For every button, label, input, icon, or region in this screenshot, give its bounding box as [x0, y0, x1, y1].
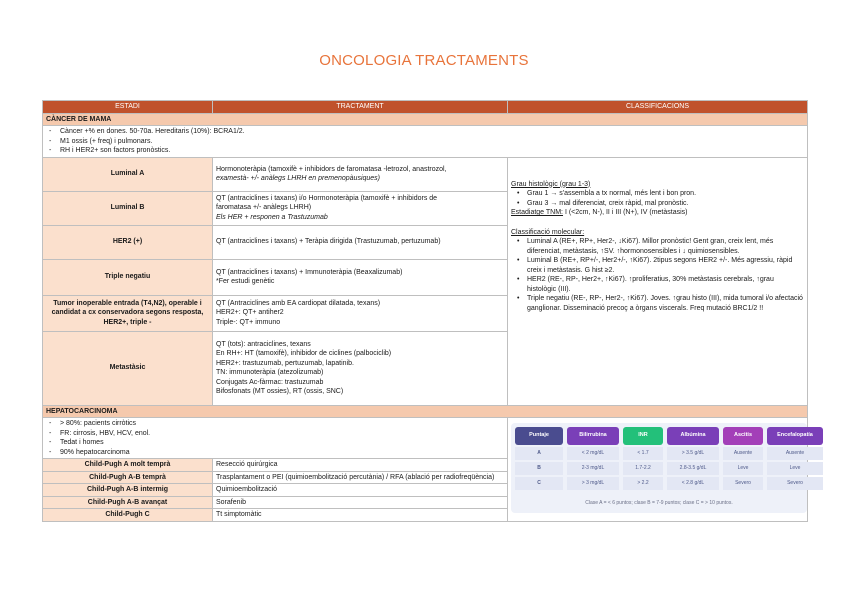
list-item: • Grau 3 → mal diferenciat, creix ràpid, mal pronòstic. [511, 199, 804, 209]
section-row-mama [43, 113, 808, 126]
child-pugh-cell-value: Ausente [767, 447, 823, 460]
estadi-cell: Child-Pugh A-B intermig [43, 484, 213, 497]
tractament-cell: Quimioembolització [213, 484, 508, 497]
list-item: - > 80%: pacients cirròtics [46, 419, 504, 429]
header-tractament: TRACTAMENT [213, 101, 508, 114]
child-pugh-cell-value: 1.7-2.2 [623, 462, 663, 475]
table-row [43, 157, 808, 191]
estadi-cell: Metastàsic [43, 331, 213, 405]
tract-line: Hormonoteràpia (tamoxifè + inhibidors de faromatasa -letrozol, anastrozol, [216, 165, 447, 173]
estadi-cell: Child-Pugh A-B temprà [43, 471, 213, 484]
child-pugh-cell-value: Leve [767, 462, 823, 475]
treatments-table-wrapper [42, 100, 813, 522]
tract-line: HER2+: trastuzumab, pertuzumab, lapatinib. [216, 359, 354, 367]
child-pugh-cell-value: < 1.7 [623, 447, 663, 460]
estadi-cell: Tumor inoperable entrada (T4,N2), operable i candidat a cx conservadora segons resposta, HER2+, triple - [43, 295, 213, 331]
tnm-text: I (<2cm, N-), II i III (N+), IV (metàstasis) [563, 209, 688, 216]
child-pugh-cell-value: B [515, 462, 563, 475]
estadi-cell: Triple negatiu [43, 259, 213, 295]
tract-line: QT (antraciclines i taxans) + Immunoteràpia (Beaxalizumab) [216, 268, 403, 276]
header-classificacions: CLASSIFICACIONS [508, 101, 808, 114]
section-title-mama: CÀNCER DE MAMA [43, 113, 808, 126]
tract-note: Els HER + responen a Trastuzumab [216, 213, 328, 221]
child-pugh-grid [515, 427, 823, 490]
tract-line: TN: immunoteràpia (atezolizumab) [216, 369, 324, 376]
mama-bullets-row [43, 126, 808, 158]
child-pugh-header: Encefalopatía [767, 427, 823, 445]
list-item: • Grau 1 → s'assembla a tx normal, més lent i bon pron. [511, 189, 804, 199]
list-item: - 90% hepatocarcinoma [46, 448, 504, 458]
child-pugh-header: Albúmina [667, 427, 719, 445]
child-pugh-cell-value: Severo [767, 477, 823, 490]
page-title: ONCOLOGIA TRACTAMENTS [319, 52, 529, 69]
estadi-cell: Child-Pugh A-B avançat [43, 496, 213, 509]
tract-line: QT (tots): antraciclines, texans [216, 340, 311, 348]
list-item: • Luminal A (RE+, RP+, Her2-, ↓Ki67). Millor pronòstic! Gent gran, creix lent, més diferenciat, metàstasis, ↑SV. ↑hormonosensibles i ↓ quimiosensibles. [511, 237, 804, 256]
estadi-cell: Child-Pugh C [43, 509, 213, 522]
list-item: - M1 ossis (+ freq) i pulmonars. [46, 137, 804, 147]
child-pugh-cell-value: Leve [723, 462, 763, 475]
tractament-cell [213, 295, 508, 331]
treatments-table [42, 100, 813, 522]
child-pugh-header: Puntaje [515, 427, 563, 445]
tract-line: En RH+: HT (tamoxifè), inhibidor de ciclines (palbociclib) [216, 350, 392, 357]
child-pugh-cell-value: C [515, 477, 563, 490]
list-item: • HER2 (RE-, RP-, Her2+, ↑Ki67). ↑proliferatius, 30% metàstasis cerebrals, ↑grau histològic (III). [511, 275, 804, 294]
estadi-cell: Luminal A [43, 157, 213, 191]
child-pugh-cell-value: Ausente [723, 447, 763, 460]
child-pugh-header: Bilirrubina [567, 427, 619, 445]
tract-line: Conjugats Ac-fàrmac: trastuzumab [216, 378, 324, 386]
child-pugh-cell-value: 2-3 mg/dL [567, 462, 619, 475]
list-item: • Luminal B (RE+, RP+/-, Her2+/-, ↑Ki67). 2tipus segons HER2 +/-. Més agressiu, ràpid creix i metàstasis. G hist ≥2. [511, 256, 804, 275]
tract-line: examestà- +/- anàlegs LHRH en premenopàusiques) [216, 175, 381, 182]
child-pugh-cell-value: < 2 mg/dL [567, 447, 619, 460]
tractament-cell: Tt simptomàtic [213, 509, 508, 522]
hepato-bullets [43, 418, 508, 459]
grau-title: Grau histològic (grau 1-3) [511, 180, 591, 188]
tract-line: QT (Antraciclines amb EA cardiopat dilatada, texans) [216, 299, 381, 307]
tractament-cell [213, 259, 508, 295]
tract-line: Triple-: QT+ immuno [216, 318, 281, 326]
list-item: - Tedat i homes [46, 438, 504, 448]
child-pugh-cell [508, 418, 813, 522]
child-pugh-cell-value: A [515, 447, 563, 460]
tnm-line [511, 208, 804, 218]
classificacions-cell [508, 157, 808, 405]
child-pugh-cell-value: 2.8-3.5 g/dL [667, 462, 719, 475]
child-pugh-header: Ascitis [723, 427, 763, 445]
tractament-cell: Resecció quirúrgica [213, 459, 508, 472]
molecular-title: Classificació molecular: [511, 228, 585, 236]
table-header-row [43, 101, 808, 114]
child-pugh-cell-value: < 2.8 g/dL [667, 477, 719, 490]
tract-line: faromatasa +/- anàlegs LHRH) [216, 204, 312, 212]
estadi-cell: Luminal B [43, 191, 213, 225]
child-pugh-cell-value: > 3 mg/dL [567, 477, 619, 490]
mama-bullets [43, 126, 808, 158]
estadi-cell: HER2 (+) [43, 225, 213, 259]
tractament-cell [213, 225, 508, 259]
child-pugh-header: INR [623, 427, 663, 445]
child-pugh-cell-value: > 2.2 [623, 477, 663, 490]
tract-line: Bifosfonats (MT ossies), RT (ossis, SNC) [216, 388, 344, 395]
tractament-cell: Sorafenib [213, 496, 508, 509]
child-pugh-note: Clase A = < 6 puntos; clase B = 7-9 puntos; clase C = > 10 puntos. [585, 499, 733, 506]
tractament-cell: Trasplantament o PEI (quimioembolització percutània) / RFA (ablació per radiofreqüència) [213, 471, 508, 484]
child-pugh-cell-value: Severo [723, 477, 763, 490]
section-title-hepato: HEPATOCARCINOMA [43, 405, 808, 418]
list-item: • Triple negatiu (RE-, RP-, Her2-, ↑Ki67). Joves. ↑grau histo (III), mida tumoral i/o afectació ganglionar. Disseminació precoç a òrgans viscerals. Freq mutació BRC1/2 !! [511, 294, 804, 313]
tractament-cell [213, 157, 508, 191]
tnm-label: Estadiatge TNM: [511, 209, 564, 216]
estadi-cell: Child-Pugh A molt temprà [43, 459, 213, 472]
header-estadi: ESTADI [43, 101, 213, 114]
section-row-hepato [43, 405, 808, 418]
tractament-cell [213, 331, 508, 405]
tract-line: *Fer estudi genètic [216, 278, 275, 285]
list-item: - Càncer +% en dones. 50-70a. Hereditaris (10%): BCRA1/2. [46, 127, 804, 137]
list-item: - RH i HER2+ son factors pronòstics. [46, 146, 804, 156]
tract-line: HER2+: QT+ antiher2 [216, 309, 284, 317]
child-pugh-cell-value: > 3.5 g/dL [667, 447, 719, 460]
tract-line: QT (antraciclines i taxans) + Teràpia dirigida (Trastuzumab, pertuzumab) [216, 238, 441, 246]
list-item: - FR: cirrosis, HBV, HCV, enol. [46, 429, 504, 439]
tract-line: QT (antraciclines i taxans) i/o Hormonoteràpia (tamoxifè + inhibidors de [216, 194, 438, 202]
hepato-bullets-row [43, 418, 808, 459]
tractament-cell [213, 191, 508, 225]
child-pugh-figure [511, 423, 813, 513]
